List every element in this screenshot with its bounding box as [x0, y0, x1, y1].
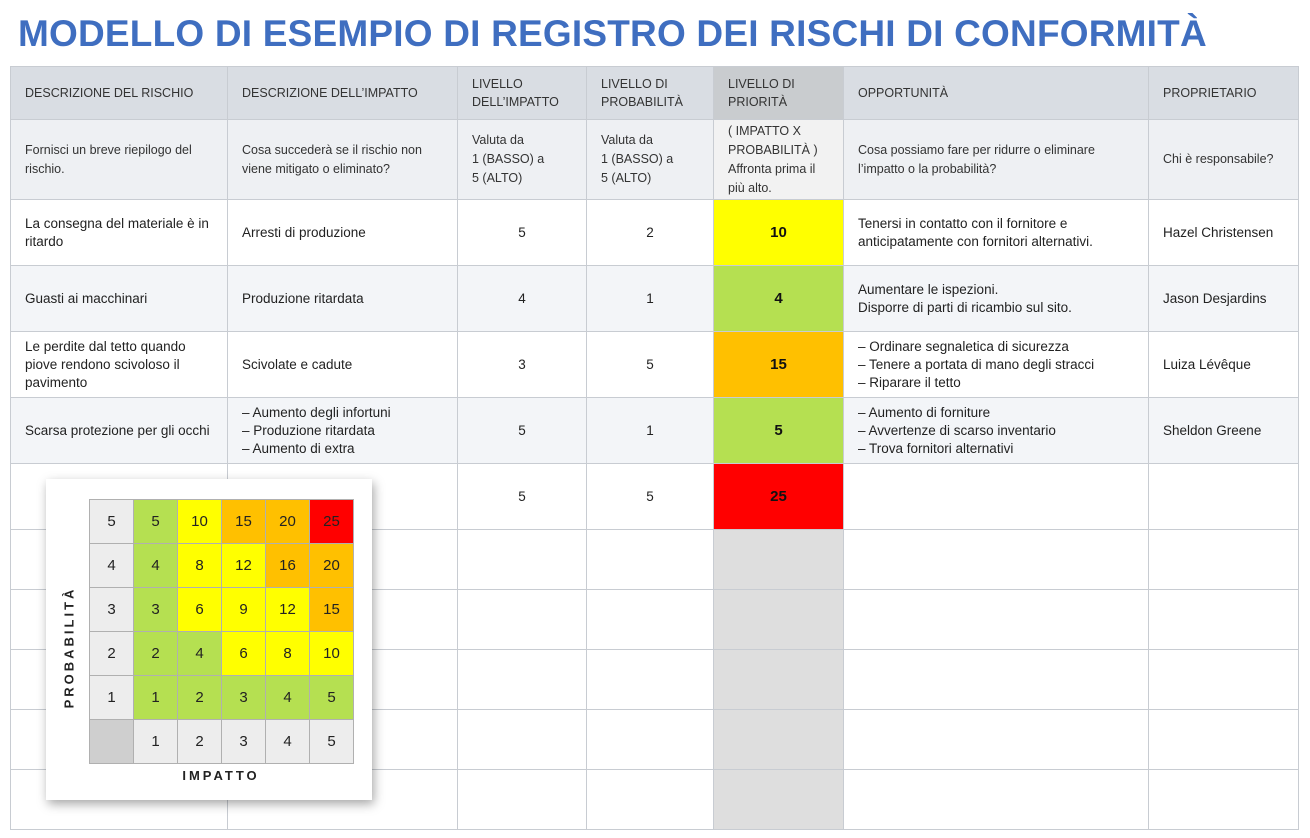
- empty-cell[interactable]: [844, 590, 1149, 650]
- empty-cell[interactable]: [1149, 770, 1299, 830]
- empty-cell[interactable]: [458, 650, 587, 710]
- empty-cell[interactable]: [587, 530, 714, 590]
- matrix-cell: 15: [222, 500, 266, 544]
- empty-cell[interactable]: [714, 650, 844, 710]
- cell-impact-description[interactable]: Arresti di produzione: [228, 200, 458, 266]
- matrix-cell: 25: [310, 500, 354, 544]
- subheader-opportunity: Cosa possiamo fare per ridurre o eliminare l’impatto o la probabilità?: [844, 120, 1149, 200]
- empty-cell[interactable]: [844, 770, 1149, 830]
- matrix-cell: 2: [178, 676, 222, 720]
- subheader-impact-level: Valuta da 1 (BASSO) a 5 (ALTO): [458, 120, 587, 200]
- matrix-probability-tick: 4: [90, 544, 134, 588]
- matrix-impact-tick: 3: [222, 720, 266, 764]
- cell-probability-level[interactable]: 1: [587, 266, 714, 332]
- cell-probability-level[interactable]: 5: [587, 464, 714, 530]
- cell-impact-level[interactable]: 5: [458, 200, 587, 266]
- cell-probability-level[interactable]: 5: [587, 332, 714, 398]
- matrix-cell: 4: [134, 544, 178, 588]
- matrix-impact-tick: 5: [310, 720, 354, 764]
- matrix-cell: 3: [222, 676, 266, 720]
- matrix-cell: 8: [178, 544, 222, 588]
- risk-matrix-card: [46, 479, 372, 800]
- empty-cell[interactable]: [844, 650, 1149, 710]
- cell-owner[interactable]: [1149, 464, 1299, 530]
- cell-risk-description[interactable]: Le perdite dal tetto quando piove rendono scivoloso il pavimento: [11, 332, 228, 398]
- matrix-cell: 6: [178, 588, 222, 632]
- cell-opportunity[interactable]: Tenersi in contatto con il fornitore e anticipatamente con fornitori alternativi.: [844, 200, 1149, 266]
- empty-cell[interactable]: [714, 770, 844, 830]
- table-row: [11, 266, 1299, 332]
- matrix-cell: 9: [222, 588, 266, 632]
- matrix-cell: 12: [222, 544, 266, 588]
- matrix-cell: 10: [178, 500, 222, 544]
- matrix-probability-tick: 5: [90, 500, 134, 544]
- cell-impact-level[interactable]: 3: [458, 332, 587, 398]
- cell-impact-description[interactable]: Produzione ritardata: [228, 266, 458, 332]
- empty-cell[interactable]: [714, 590, 844, 650]
- header-priority-level: LIVELLO DI PRIORITÀ: [714, 67, 844, 120]
- matrix-cell: 20: [266, 500, 310, 544]
- cell-priority-level[interactable]: 10: [714, 200, 844, 266]
- subheader-probability-level: Valuta da 1 (BASSO) a 5 (ALTO): [587, 120, 714, 200]
- header-opportunity: OPPORTUNITÀ: [844, 67, 1149, 120]
- matrix-cell: 12: [266, 588, 310, 632]
- empty-cell[interactable]: [1149, 590, 1299, 650]
- empty-cell[interactable]: [714, 530, 844, 590]
- cell-priority-level[interactable]: 4: [714, 266, 844, 332]
- empty-cell[interactable]: [1149, 710, 1299, 770]
- cell-impact-description[interactable]: Scivolate e cadute: [228, 332, 458, 398]
- matrix-cell: 8: [266, 632, 310, 676]
- matrix-probability-tick: 3: [90, 588, 134, 632]
- matrix-cell: 5: [134, 500, 178, 544]
- empty-cell[interactable]: [1149, 530, 1299, 590]
- matrix-cell: 15: [310, 588, 354, 632]
- matrix-cell: 3: [134, 588, 178, 632]
- empty-cell[interactable]: [587, 710, 714, 770]
- cell-opportunity[interactable]: [844, 464, 1149, 530]
- cell-owner[interactable]: Sheldon Greene: [1149, 398, 1299, 464]
- empty-cell[interactable]: [458, 770, 587, 830]
- cell-owner[interactable]: Jason Desjardins: [1149, 266, 1299, 332]
- cell-risk-description[interactable]: La consegna del materiale è in ritardo: [11, 200, 228, 266]
- matrix-x-axis-label: IMPATTO: [182, 768, 260, 783]
- cell-priority-level[interactable]: 25: [714, 464, 844, 530]
- matrix-cell: 4: [266, 676, 310, 720]
- matrix-corner: [90, 720, 134, 764]
- cell-probability-level[interactable]: 1: [587, 398, 714, 464]
- page-title: MODELLO DI ESEMPIO DI REGISTRO DEI RISCHI DI CONFORMITÀ: [18, 13, 1207, 54]
- header-row: [11, 67, 1299, 120]
- table-row: [11, 200, 1299, 266]
- empty-cell[interactable]: [587, 590, 714, 650]
- cell-opportunity[interactable]: – Ordinare segnaletica di sicurezza – Tenere a portata di mano degli stracci – Riparare il tetto: [844, 332, 1149, 398]
- subheader-risk-description: Fornisci un breve riepilogo del rischio.: [11, 120, 228, 200]
- subheader-priority-level: ( IMPATTO X PROBABILITÀ ) Affronta prima il più alto.: [714, 120, 844, 200]
- header-risk-description: DESCRIZIONE DEL RISCHIO: [11, 67, 228, 120]
- matrix-impact-tick: 1: [134, 720, 178, 764]
- header-probability-level: LIVELLO DI PROBABILITÀ: [587, 67, 714, 120]
- cell-opportunity[interactable]: Aumentare le ispezioni. Disporre di parti di ricambio sul sito.: [844, 266, 1149, 332]
- header-impact-description: DESCRIZIONE DELL’IMPATTO: [228, 67, 458, 120]
- table-row: [11, 398, 1299, 464]
- cell-risk-description[interactable]: Scarsa protezione per gli occhi: [11, 398, 228, 464]
- matrix-cell: 4: [178, 632, 222, 676]
- cell-probability-level[interactable]: 2: [587, 200, 714, 266]
- empty-cell[interactable]: [587, 770, 714, 830]
- empty-cell[interactable]: [458, 530, 587, 590]
- cell-impact-level[interactable]: 4: [458, 266, 587, 332]
- header-impact-level: LIVELLO DELL’IMPATTO: [458, 67, 587, 120]
- cell-impact-level[interactable]: 5: [458, 398, 587, 464]
- cell-risk-description[interactable]: Guasti ai macchinari: [11, 266, 228, 332]
- matrix-cell: 20: [310, 544, 354, 588]
- subheader-owner: Chi è responsabile?: [1149, 120, 1299, 200]
- matrix-probability-tick: 2: [90, 632, 134, 676]
- cell-impact-description[interactable]: – Aumento degli infortuni – Produzione ritardata – Aumento di extra: [228, 398, 458, 464]
- empty-cell[interactable]: [844, 530, 1149, 590]
- empty-cell[interactable]: [844, 710, 1149, 770]
- cell-priority-level[interactable]: 5: [714, 398, 844, 464]
- empty-cell[interactable]: [458, 710, 587, 770]
- matrix-cell: 5: [310, 676, 354, 720]
- matrix-cell: 6: [222, 632, 266, 676]
- cell-impact-level[interactable]: 5: [458, 464, 587, 530]
- cell-opportunity[interactable]: – Aumento di forniture – Avvertenze di scarso inventario – Trova fornitori alternativi: [844, 398, 1149, 464]
- risk-matrix-grid: [89, 499, 354, 764]
- matrix-probability-tick: 1: [90, 676, 134, 720]
- cell-owner[interactable]: Hazel Christensen: [1149, 200, 1299, 266]
- matrix-impact-tick: 2: [178, 720, 222, 764]
- matrix-impact-tick: 4: [266, 720, 310, 764]
- empty-cell[interactable]: [714, 710, 844, 770]
- empty-cell[interactable]: [1149, 650, 1299, 710]
- subheader-impact-description: Cosa succederà se il rischio non viene mitigato o eliminato?: [228, 120, 458, 200]
- matrix-cell: 16: [266, 544, 310, 588]
- matrix-cell: 1: [134, 676, 178, 720]
- empty-cell[interactable]: [458, 590, 587, 650]
- matrix-y-axis-label: PROBABILITÀ: [61, 586, 77, 708]
- header-owner: PROPRIETARIO: [1149, 67, 1299, 120]
- subheader-row: [11, 120, 1299, 200]
- matrix-cell: 10: [310, 632, 354, 676]
- table-row: [11, 332, 1299, 398]
- empty-cell[interactable]: [587, 650, 714, 710]
- cell-priority-level[interactable]: 15: [714, 332, 844, 398]
- matrix-cell: 2: [134, 632, 178, 676]
- cell-owner[interactable]: Luiza Lévêque: [1149, 332, 1299, 398]
